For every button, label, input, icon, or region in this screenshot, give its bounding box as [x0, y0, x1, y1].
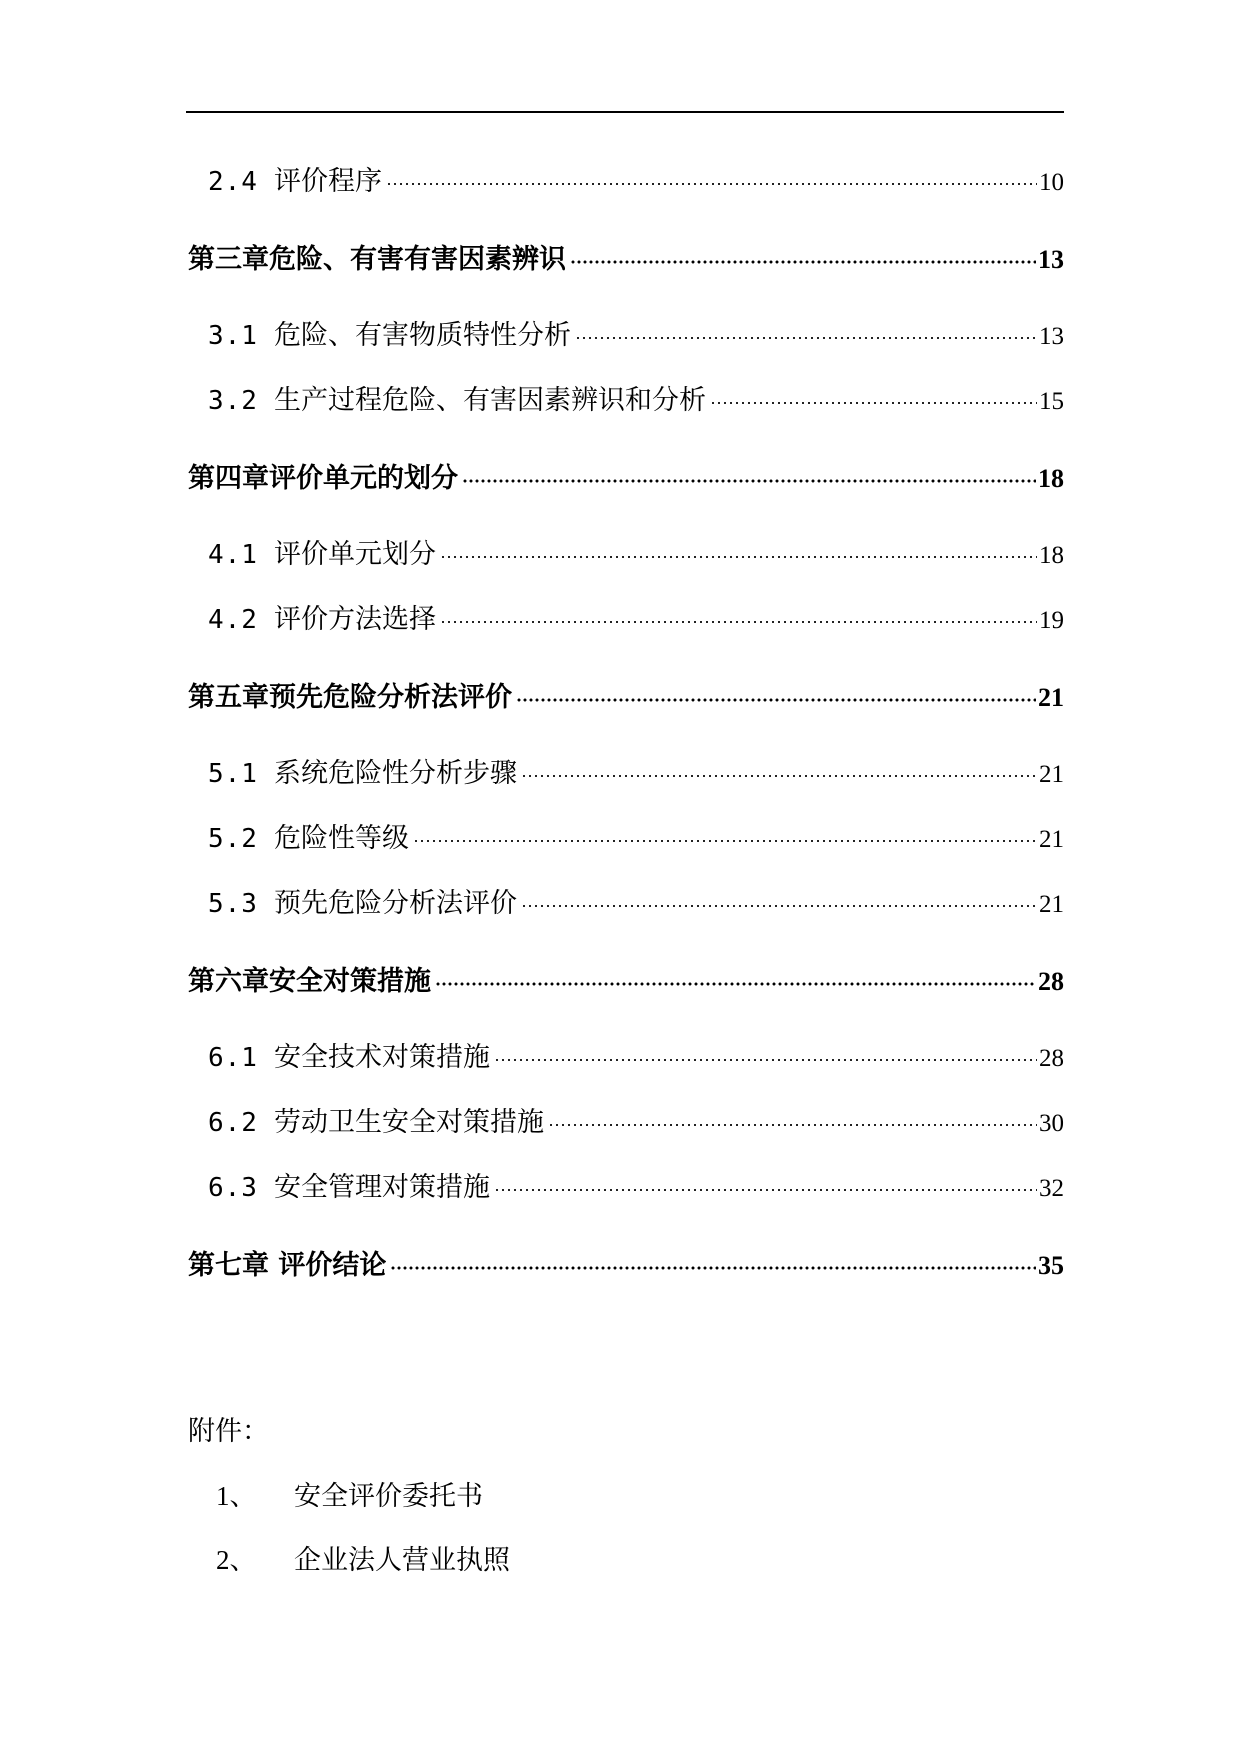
toc-section-number: 5.1 [208, 759, 258, 789]
toc-chapter-6[interactable] [188, 964, 1064, 1000]
toc-entry-2-4[interactable] [208, 164, 1064, 201]
toc-section-number: 5.2 [208, 824, 258, 854]
toc-leader-dots [521, 774, 1037, 778]
toc-leader-dots [570, 260, 1036, 264]
toc-page-number: 19 [1039, 607, 1064, 634]
toc-leader-dots [494, 1058, 1037, 1062]
toc-page-number: 15 [1039, 388, 1064, 415]
header-rule [186, 111, 1064, 113]
attachments-label: 附件： [188, 1416, 269, 1447]
toc-entry-5-2[interactable] [208, 821, 1064, 858]
attachment-item-1 [216, 1478, 483, 1515]
toc-entry-title: 劳动卫生安全对策措施 [274, 1107, 544, 1138]
toc-entry-title: 系统危险性分析步骤 [274, 758, 517, 789]
toc-leader-dots [413, 839, 1037, 843]
toc-leader-dots [548, 1123, 1037, 1127]
toc-leader-dots [440, 555, 1037, 559]
toc-chapter-3[interactable] [188, 242, 1064, 278]
attachment-number: 2、 [216, 1545, 257, 1575]
toc-entry-3-2[interactable] [208, 383, 1064, 420]
toc-leader-dots [440, 620, 1037, 624]
toc-section-number: 4.2 [208, 605, 258, 635]
toc-page-number: 30 [1039, 1110, 1064, 1137]
attachment-number: 1、 [216, 1481, 257, 1511]
toc-entry-5-1[interactable] [208, 756, 1064, 793]
toc-chapter-5[interactable] [188, 680, 1064, 716]
toc-leader-dots [521, 904, 1037, 908]
toc-leader-dots [462, 479, 1036, 483]
toc-page-number: 21 [1038, 683, 1064, 712]
toc-entry-title: 评价程序 [274, 166, 382, 197]
toc-page-number: 13 [1039, 323, 1064, 350]
toc-page-number: 18 [1039, 542, 1064, 569]
toc-leader-dots [575, 336, 1037, 340]
toc-chapter-title: 第六章安全对策措施 [188, 966, 431, 997]
toc-chapter-title: 第七章 评价结论 [188, 1250, 387, 1281]
toc-section-number: 5.3 [208, 889, 258, 919]
toc-page-number: 21 [1039, 826, 1064, 853]
toc-entry-3-1[interactable] [208, 318, 1064, 355]
toc-leader-dots [386, 182, 1037, 186]
toc-leader-dots [494, 1188, 1037, 1192]
toc-chapter-title: 第四章评价单元的划分 [188, 463, 458, 494]
toc-section-number: 3.1 [208, 321, 258, 351]
toc-entry-6-2[interactable] [208, 1105, 1064, 1142]
toc-leader-dots [435, 982, 1036, 986]
toc-entry-6-1[interactable] [208, 1040, 1064, 1077]
toc-leader-dots [516, 698, 1036, 702]
toc-page-number: 13 [1038, 245, 1064, 274]
toc-section-number: 6.1 [208, 1043, 258, 1073]
toc-entry-title: 危险、有害物质特性分析 [274, 320, 571, 351]
toc-page-number: 35 [1038, 1251, 1064, 1280]
toc-entry-title: 安全技术对策措施 [274, 1042, 490, 1073]
toc-chapter-4[interactable] [188, 461, 1064, 497]
toc-page-number: 21 [1039, 761, 1064, 788]
toc-entry-4-1[interactable] [208, 537, 1064, 574]
toc-leader-dots [390, 1266, 1036, 1270]
toc-chapter-7[interactable] [188, 1248, 1064, 1284]
attachment-title: 安全评价委托书 [294, 1481, 483, 1512]
toc-entry-title: 生产过程危险、有害因素辨识和分析 [274, 385, 706, 416]
toc-page-number: 21 [1039, 891, 1064, 918]
toc-entry-title: 评价方法选择 [274, 604, 436, 635]
toc-entry-title: 安全管理对策措施 [274, 1172, 490, 1203]
toc-chapter-title: 第三章危险、有害有害因素辨识 [188, 244, 566, 275]
toc-page-number: 32 [1039, 1175, 1064, 1202]
toc-section-number: 6.3 [208, 1173, 258, 1203]
toc-page-number: 28 [1039, 1045, 1064, 1072]
toc-section-number: 2.4 [208, 167, 258, 197]
toc-page-number: 18 [1038, 464, 1064, 493]
toc-entry-title: 危险性等级 [274, 823, 409, 854]
toc-section-number: 4.1 [208, 540, 258, 570]
toc-entry-title: 预先危险分析法评价 [274, 888, 517, 919]
attachment-item-2 [216, 1542, 510, 1579]
toc-entry-title: 评价单元划分 [274, 539, 436, 570]
toc-section-number: 6.2 [208, 1108, 258, 1138]
toc-leader-dots [710, 401, 1037, 405]
toc-entry-4-2[interactable] [208, 602, 1064, 639]
toc-chapter-title: 第五章预先危险分析法评价 [188, 682, 512, 713]
attachment-title: 企业法人营业执照 [294, 1545, 510, 1576]
toc-entry-5-3[interactable] [208, 886, 1064, 923]
toc-entry-6-3[interactable] [208, 1170, 1064, 1207]
toc-section-number: 3.2 [208, 386, 258, 416]
toc-page-number: 28 [1038, 967, 1064, 996]
toc-page-number: 10 [1039, 169, 1064, 196]
